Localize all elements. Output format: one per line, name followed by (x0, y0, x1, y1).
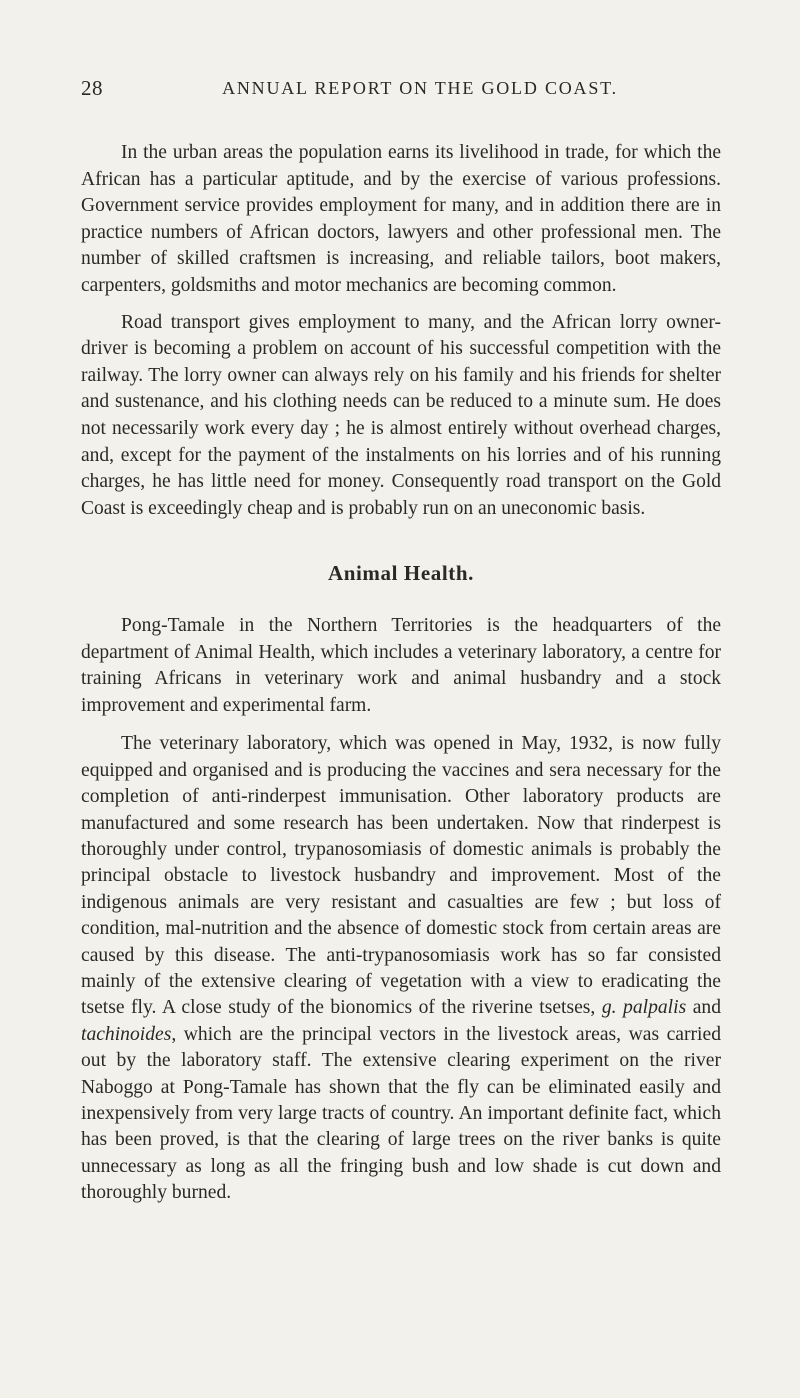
section-heading-animal-health: Animal Health. (327, 561, 475, 586)
paragraph-pong-tamale: Pong-Tamale in the Northern Territories is the headquarters of the department of Animal Health, which includes a veterinary laboratory, a centre for training Africans in veterinary work and animal husbandry and a stock improvement and experimental farm. (81, 614, 721, 716)
paragraph-urban-areas: In the urban areas the population earns its livelihood in trade, for which the African has a particular aptitude, and by the exercise of various professions. Government service provides employment for many, and in addition there are in practice numbers of African doctors, lawyers and other professional men. The number of skilled craftsmen is increasing, and reliable tailors, boot makers, carpenters, goldsmiths and motor mechanics are becoming common. (81, 142, 721, 296)
running-head: ANNUAL REPORT ON THE GOLD COAST. (222, 78, 618, 98)
page-header (81, 76, 719, 106)
page-number: 28 (81, 76, 103, 100)
paragraph-road-transport: Road transport gives employment to many, and the African lorry owner-driver is becoming a problem on account of his successful competition with the railway. The lorry owner can always rely on his family and his friends for shelter and sustenance, and his clothing needs can be reduced to a minute sum. He does not necessarily work every day ; he is almost entirely without overhead charges, and, except for the payment of the instalments on his lorries and of his running charges, he has little need for money. Consequently road transport on the Gold Coast is exceedingly cheap and is probably run on an uneconomic basis. (81, 311, 721, 519)
body-text (81, 140, 721, 1207)
paragraph-veterinary-laboratory: The veterinary laboratory, which was opened in May, 1932, is now fully equipped and organised and is producing the vaccines and sera necessary for the completion of anti-rinderpest immunisation. Other laboratory products are manufactured and some research has been undertaken. Now that rinderpest is thoroughly under control, trypanosomiasis of domestic animals is probably the principal obstacle to livestock husbandry and improvement. Most of the indigenous animals are very resistant and casualties are few ; but loss of condition, mal-nutrition and the absence of domestic stock from certain areas are caused by this disease. The anti-trypanosomiasis work has so far consisted mainly of the extensive clearing of vegetation with a view to eradicating the tsetse fly. A close study of the bionomics of the riverine tsetses, g. palpalis and tachinoides, which are the principal vectors in the livestock areas, was carried out by the laboratory staff. The extensive clearing experiment on the river Naboggo at Pong-Tamale has shown that the fly can be eliminated easily and inexpensively from very large tracts of country. An important definite fact, which has been proved, is that the clearing of large trees on the river banks is quite unnecessary as long as all the fringing bush and low shade is cut down and thoroughly burned. (81, 733, 721, 1204)
